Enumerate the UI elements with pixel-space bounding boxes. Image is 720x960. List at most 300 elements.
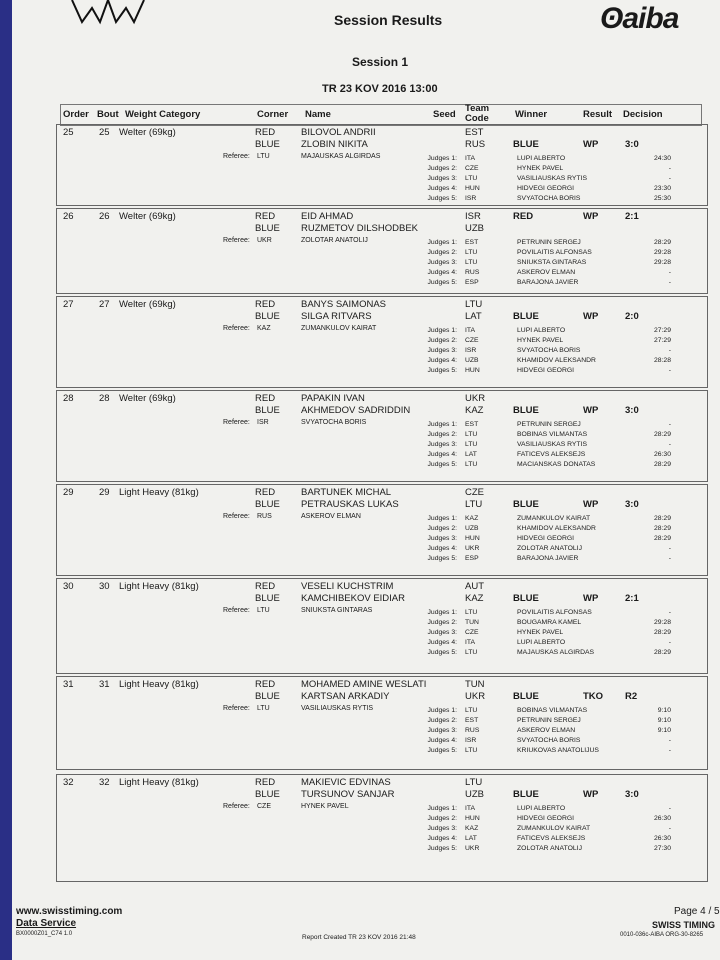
blue-team-code: KAZ xyxy=(465,405,484,416)
bout-number: 30 xyxy=(99,581,110,592)
judge-label: Judges 1: xyxy=(427,239,457,246)
session-label: Session 1 xyxy=(352,55,409,69)
bout-order: 26 xyxy=(63,211,74,222)
referee-label: Referee: xyxy=(223,803,250,810)
judge-label: Judges 5: xyxy=(427,279,457,286)
corner-blue: BLUE xyxy=(255,593,280,604)
judge-score: 28:28 xyxy=(653,357,671,364)
judge-country: LTU xyxy=(465,175,478,182)
bout-order: 32 xyxy=(63,777,74,788)
judge-country: KAZ xyxy=(465,515,479,522)
judge-score: 28:29 xyxy=(653,629,671,636)
judge-score: - xyxy=(668,269,671,276)
bout-order: 29 xyxy=(63,487,74,498)
judge-country: EST xyxy=(465,239,479,246)
judge-label: Judges 5: xyxy=(427,367,457,374)
judge-label: Judges 2: xyxy=(427,337,457,344)
blue-boxer-name: ZLOBIN NIKITA xyxy=(301,139,368,150)
footer-code-left: BX0000Z01_C74 1.0 xyxy=(16,931,73,937)
bout-order: 28 xyxy=(63,393,74,404)
decision: 2:1 xyxy=(625,593,639,604)
judge-name: FATICEVS ALEKSEJS xyxy=(517,451,586,458)
col-order: Order xyxy=(63,109,89,120)
judge-country: CZE xyxy=(465,337,479,344)
aiba-logo-text: aiba xyxy=(622,2,679,35)
weight-category: Welter (69kg) xyxy=(119,299,176,310)
footer-page: Page 4 / 5 xyxy=(674,906,720,917)
judge-label: Judges 5: xyxy=(427,649,457,656)
judge-country: LTU xyxy=(465,747,478,754)
judge-country: ITA xyxy=(465,155,476,162)
judge-country: LAT xyxy=(465,451,477,458)
judge-label: Judges 4: xyxy=(427,269,457,276)
bout-block xyxy=(56,390,708,482)
referee-label: Referee: xyxy=(223,607,250,614)
judge-label: Judges 3: xyxy=(427,259,457,266)
red-team-code: AUT xyxy=(465,581,484,592)
judge-name: SVYATOCHA BORIS xyxy=(517,347,581,354)
judge-label: Judges 3: xyxy=(427,535,457,542)
judge-score: 27:30 xyxy=(653,845,671,852)
judge-country: CZE xyxy=(465,629,479,636)
blue-team-code: KAZ xyxy=(465,593,484,604)
blue-boxer-name: RUZMETOV DILSHODBEK xyxy=(301,223,419,234)
judge-name: MAJAUSKAS ALGIRDAS xyxy=(517,649,595,656)
corner-red: RED xyxy=(255,211,276,222)
judge-score: 28:29 xyxy=(653,431,671,438)
winner: BLUE xyxy=(513,405,539,416)
corner-blue: BLUE xyxy=(255,691,280,702)
judge-score: - xyxy=(668,175,671,182)
judge-score: 26:30 xyxy=(653,835,671,842)
aiba-logo-mark-icon: ʘ xyxy=(600,2,623,35)
result: TKO xyxy=(583,691,604,702)
judge-label: Judges 2: xyxy=(427,431,457,438)
red-team-code: UKR xyxy=(465,393,486,404)
judge-label: Judges 1: xyxy=(427,327,457,334)
judge-score: - xyxy=(668,555,671,562)
judge-country: LTU xyxy=(465,249,478,256)
judge-name: LUPI ALBERTO xyxy=(517,805,566,812)
judge-label: Judges 4: xyxy=(427,835,457,842)
judge-score: 9:10 xyxy=(657,717,671,724)
corner-red: RED xyxy=(255,679,276,690)
judge-name: SVYATOCHA BORIS xyxy=(517,195,581,202)
winner: RED xyxy=(513,211,534,222)
bout-block xyxy=(56,578,708,674)
judge-country: TUN xyxy=(465,619,479,626)
judge-label: Judges 5: xyxy=(427,195,457,202)
judge-name: PETRUNIN SERGEJ xyxy=(517,717,581,724)
referee-name: ASKEROV ELMAN xyxy=(301,513,361,520)
bout-block xyxy=(56,484,708,576)
winner: BLUE xyxy=(513,139,539,150)
red-boxer-name: PAPAKIN IVAN xyxy=(301,393,365,404)
judge-country: ISR xyxy=(465,737,477,744)
judge-name: ZUMANKULOV KAIRAT xyxy=(517,515,591,522)
judge-name: VASILIAUSKAS RYTIS xyxy=(517,175,588,182)
judge-country: LTU xyxy=(465,431,478,438)
judge-label: Judges 1: xyxy=(427,155,457,162)
judge-country: ESP xyxy=(465,555,479,562)
judge-score: 29:28 xyxy=(653,619,671,626)
judge-score: - xyxy=(668,441,671,448)
referee-country: LTU xyxy=(257,607,270,614)
blue-team-code: LTU xyxy=(465,499,483,510)
judge-country: CZE xyxy=(465,165,479,172)
referee-country: ISR xyxy=(257,419,269,426)
judge-label: Judges 4: xyxy=(427,451,457,458)
referee-label: Referee: xyxy=(223,237,250,244)
col-seed: Seed xyxy=(433,109,456,120)
corner-red: RED xyxy=(255,487,276,498)
judge-score: 28:29 xyxy=(653,525,671,532)
judge-label: Judges 3: xyxy=(427,441,457,448)
judge-label: Judges 3: xyxy=(427,175,457,182)
blue-boxer-name: SILGA RITVARS xyxy=(301,311,372,322)
judge-score: - xyxy=(668,165,671,172)
result: WP xyxy=(583,139,599,150)
judge-score: 29:28 xyxy=(653,259,671,266)
referee-country: CZE xyxy=(257,803,271,810)
col-name: Name xyxy=(305,109,331,120)
judge-label: Judges 4: xyxy=(427,357,457,364)
judge-score: 25:30 xyxy=(653,195,671,202)
red-team-code: ISR xyxy=(465,211,481,222)
judge-label: Judges 2: xyxy=(427,249,457,256)
footer-brand: SWISS TIMING xyxy=(652,920,715,930)
judge-score: - xyxy=(668,639,671,646)
winner: BLUE xyxy=(513,789,539,800)
judge-country: ESP xyxy=(465,279,479,286)
footer-data-service: Data Service xyxy=(16,918,77,929)
corner-blue: BLUE xyxy=(255,223,280,234)
referee-country: RUS xyxy=(257,513,272,520)
footer-website: www.swisstiming.com xyxy=(16,906,123,917)
judge-name: PETRUNIN SERGEJ xyxy=(517,239,581,246)
judge-country: HUN xyxy=(465,535,480,542)
judge-label: Judges 5: xyxy=(427,845,457,852)
decision: 3:0 xyxy=(625,499,639,510)
judge-label: Judges 4: xyxy=(427,639,457,646)
judge-score: - xyxy=(668,825,671,832)
judge-label: Judges 2: xyxy=(427,815,457,822)
red-boxer-name: EID AHMAD xyxy=(301,211,354,222)
page-title: Session Results xyxy=(334,12,443,28)
decision: R2 xyxy=(625,691,638,702)
col-result: Result xyxy=(583,109,613,120)
blue-boxer-name: PETRAUSKAS LUKAS xyxy=(301,499,399,510)
judge-name: BARAJONA JAVIER xyxy=(517,555,579,562)
col-decision: Decision xyxy=(623,109,663,120)
referee-label: Referee: xyxy=(223,325,250,332)
blue-boxer-name: AKHMEDOV SADRIDDIN xyxy=(301,405,411,416)
red-boxer-name: BILOVOL ANDRII xyxy=(301,127,376,138)
corner-blue: BLUE xyxy=(255,139,280,150)
winner: BLUE xyxy=(513,593,539,604)
judge-score: 28:29 xyxy=(653,535,671,542)
judge-score: - xyxy=(668,421,671,428)
judge-name: HIDVEGI GEORGI xyxy=(517,185,575,192)
referee-name: HYNEK PAVEL xyxy=(301,803,349,810)
winner: BLUE xyxy=(513,311,539,322)
judge-name: ZOLOTAR ANATOLIJ xyxy=(517,845,582,852)
judge-name: KRIUKOVAS ANATOLIJUS xyxy=(517,747,599,754)
referee-country: LTU xyxy=(257,153,270,160)
judge-name: POVILAITIS ALFONSAS xyxy=(517,249,592,256)
corner-red: RED xyxy=(255,777,276,788)
bout-order: 31 xyxy=(63,679,74,690)
blue-boxer-name: TURSUNOV SANJAR xyxy=(301,789,395,800)
boxers-logo-icon xyxy=(68,0,148,30)
decision: 3:0 xyxy=(625,789,639,800)
judge-country: HUN xyxy=(465,367,480,374)
referee-label: Referee: xyxy=(223,705,250,712)
judge-name: BARAJONA JAVIER xyxy=(517,279,579,286)
referee-country: KAZ xyxy=(257,325,271,332)
judge-country: ISR xyxy=(465,195,477,202)
judge-name: HIDVEGI GEORGI xyxy=(517,367,575,374)
judge-score: 28:29 xyxy=(653,239,671,246)
bout-number: 28 xyxy=(99,393,110,404)
judge-name: KHAMIDOV ALEKSANDR xyxy=(517,525,596,532)
judge-label: Judges 2: xyxy=(427,165,457,172)
judge-label: Judges 5: xyxy=(427,555,457,562)
judge-name: ZUMANKULOV KAIRAT xyxy=(517,825,591,832)
weight-category: Light Heavy (81kg) xyxy=(119,679,199,690)
column-header-row xyxy=(60,104,702,126)
judge-country: LAT xyxy=(465,835,477,842)
referee-label: Referee: xyxy=(223,153,250,160)
judge-label: Judges 1: xyxy=(427,421,457,428)
judge-country: RUS xyxy=(465,269,480,276)
corner-blue: BLUE xyxy=(255,311,280,322)
result: WP xyxy=(583,499,599,510)
judge-country: RUS xyxy=(465,727,480,734)
judge-country: UZB xyxy=(465,357,479,364)
judge-score: 28:29 xyxy=(653,515,671,522)
bout-block xyxy=(56,296,708,388)
judge-score: 27:29 xyxy=(653,337,671,344)
judge-name: HYNEK PAVEL xyxy=(517,629,564,636)
result: WP xyxy=(583,311,599,322)
judge-country: LTU xyxy=(465,649,478,656)
bout-order: 25 xyxy=(63,127,74,138)
referee-name: ZUMANKULOV KAIRAT xyxy=(301,325,377,332)
bout-block xyxy=(56,774,708,882)
referee-label: Referee: xyxy=(223,513,250,520)
judge-score: 9:10 xyxy=(657,727,671,734)
judge-label: Judges 3: xyxy=(427,825,457,832)
corner-blue: BLUE xyxy=(255,789,280,800)
bout-number: 29 xyxy=(99,487,110,498)
winner: BLUE xyxy=(513,499,539,510)
judge-country: HUN xyxy=(465,185,480,192)
blue-boxer-name: KARTSAN ARKADIY xyxy=(301,691,390,702)
red-boxer-name: MAKIEVIC EDVINAS xyxy=(301,777,391,788)
referee-name: SVYATOCHA BORIS xyxy=(301,419,367,426)
weight-category: Light Heavy (81kg) xyxy=(119,777,199,788)
col-winner: Winner xyxy=(515,109,548,120)
judge-country: UKR xyxy=(465,845,480,852)
judge-name: SVYATOCHA BORIS xyxy=(517,737,581,744)
judge-name: ASKEROV ELMAN xyxy=(517,269,576,276)
corner-blue: BLUE xyxy=(255,499,280,510)
footer-code-right: 0010-036c-AIBA ORG-30-8265 xyxy=(620,932,704,938)
weight-category: Welter (69kg) xyxy=(119,393,176,404)
judge-country: UKR xyxy=(465,545,480,552)
col-team: Team xyxy=(465,103,490,114)
judge-label: Judges 2: xyxy=(427,525,457,532)
judge-name: LUPI ALBERTO xyxy=(517,327,566,334)
referee-name: SNIUKSTA GINTARAS xyxy=(301,607,373,614)
referee-name: ZOLOTAR ANATOLIJ xyxy=(301,237,368,244)
judge-country: EST xyxy=(465,421,479,428)
judge-label: Judges 2: xyxy=(427,619,457,626)
bout-block xyxy=(56,124,708,206)
red-team-code: LTU xyxy=(465,777,483,788)
judge-label: Judges 1: xyxy=(427,707,457,714)
red-boxer-name: BARTUNEK MICHAL xyxy=(301,487,392,498)
col-corner: Corner xyxy=(257,109,289,120)
result: WP xyxy=(583,405,599,416)
decision: 3:0 xyxy=(625,405,639,416)
judge-label: Judges 2: xyxy=(427,717,457,724)
judge-name: MACIANSKAS DONATAS xyxy=(517,461,596,468)
blue-team-code: UKR xyxy=(465,691,486,702)
judge-name: ASKEROV ELMAN xyxy=(517,727,576,734)
judge-label: Judges 4: xyxy=(427,545,457,552)
red-team-code: EST xyxy=(465,127,484,138)
decision: 2:0 xyxy=(625,311,639,322)
judge-score: - xyxy=(668,609,671,616)
red-boxer-name: VESELI KUCHSTRIM xyxy=(301,581,394,592)
judge-name: BOUGAMRA KAMEL xyxy=(517,619,582,626)
judge-name: ZOLOTAR ANATOLIJ xyxy=(517,545,582,552)
col-code: Code xyxy=(465,113,489,124)
judge-country: LTU xyxy=(465,461,478,468)
judge-name: HIDVEGI GEORGI xyxy=(517,535,575,542)
blue-team-code: LAT xyxy=(465,311,482,322)
col-weight: Weight Category xyxy=(125,109,201,120)
red-team-code: TUN xyxy=(465,679,485,690)
corner-blue: BLUE xyxy=(255,405,280,416)
judge-score: - xyxy=(668,737,671,744)
bout-order: 30 xyxy=(63,581,74,592)
judge-country: UZB xyxy=(465,525,479,532)
red-team-code: CZE xyxy=(465,487,484,498)
judge-score: - xyxy=(668,367,671,374)
result: WP xyxy=(583,789,599,800)
judge-name: HYNEK PAVEL xyxy=(517,165,564,172)
referee-name: VASILIAUSKAS RYTIS xyxy=(301,705,374,712)
red-team-code: LTU xyxy=(465,299,483,310)
judge-name: HIDVEGI GEORGI xyxy=(517,815,575,822)
judge-label: Judges 5: xyxy=(427,747,457,754)
judge-score: - xyxy=(668,805,671,812)
bout-number: 25 xyxy=(99,127,110,138)
judge-name: SNIUKSTA GINTARAS xyxy=(517,259,587,266)
weight-category: Welter (69kg) xyxy=(119,211,176,222)
referee-label: Referee: xyxy=(223,419,250,426)
judge-label: Judges 4: xyxy=(427,185,457,192)
judge-score: 26:30 xyxy=(653,451,671,458)
bout-block xyxy=(56,208,708,294)
judge-name: BOBINAS VILMANTAS xyxy=(517,431,588,438)
judge-name: PETRUNIN SERGEJ xyxy=(517,421,581,428)
results-sheet xyxy=(12,0,720,960)
corner-red: RED xyxy=(255,581,276,592)
judge-score: 28:29 xyxy=(653,461,671,468)
corner-red: RED xyxy=(255,127,276,138)
judge-score: 24:30 xyxy=(653,155,671,162)
judge-label: Judges 1: xyxy=(427,515,457,522)
judge-label: Judges 5: xyxy=(427,461,457,468)
judge-name: BOBINAS VILMANTAS xyxy=(517,707,588,714)
judge-score: 27:29 xyxy=(653,327,671,334)
judge-score: 23:30 xyxy=(653,185,671,192)
bout-block xyxy=(56,676,708,770)
referee-country: LTU xyxy=(257,705,270,712)
weight-category: Light Heavy (81kg) xyxy=(119,487,199,498)
judge-country: ITA xyxy=(465,639,476,646)
blue-boxer-name: KAMCHIBEKOV EIDIAR xyxy=(301,593,405,604)
decision: 3:0 xyxy=(625,139,639,150)
judge-score: - xyxy=(668,747,671,754)
col-bout: Bout xyxy=(97,109,119,120)
blue-team-code: UZB xyxy=(465,223,484,234)
judge-score: 26:30 xyxy=(653,815,671,822)
judge-country: LTU xyxy=(465,441,478,448)
judge-name: LUPI ALBERTO xyxy=(517,639,566,646)
bout-number: 32 xyxy=(99,777,110,788)
judge-label: Judges 3: xyxy=(427,347,457,354)
bout-order: 27 xyxy=(63,299,74,310)
judge-score: - xyxy=(668,545,671,552)
judge-name: VASILIAUSKAS RYTIS xyxy=(517,441,588,448)
judge-label: Judges 3: xyxy=(427,629,457,636)
referee-name: MAJAUSKAS ALGIRDAS xyxy=(301,153,381,160)
session-date: TR 23 KOV 2016 13:00 xyxy=(322,83,438,95)
judge-name: LUPI ALBERTO xyxy=(517,155,566,162)
judge-label: Judges 3: xyxy=(427,727,457,734)
judge-label: Judges 4: xyxy=(427,737,457,744)
corner-red: RED xyxy=(255,393,276,404)
referee-country: UKR xyxy=(257,237,272,244)
judge-name: KHAMIDOV ALEKSANDR xyxy=(517,357,596,364)
result: WP xyxy=(583,593,599,604)
judge-name: POVILAITIS ALFONSAS xyxy=(517,609,592,616)
red-boxer-name: BANYS SAIMONAS xyxy=(301,299,386,310)
judge-country: KAZ xyxy=(465,825,479,832)
bout-number: 26 xyxy=(99,211,110,222)
aiba-logo xyxy=(600,2,678,36)
judge-score: 28:29 xyxy=(653,649,671,656)
bout-number: 27 xyxy=(99,299,110,310)
judge-country: ISR xyxy=(465,347,477,354)
result: WP xyxy=(583,211,599,222)
footer-report-created: Report Created TR 23 KOV 2016 21:48 xyxy=(302,934,416,941)
corner-red: RED xyxy=(255,299,276,310)
judge-country: LTU xyxy=(465,259,478,266)
weight-category: Light Heavy (81kg) xyxy=(119,581,199,592)
judge-country: ITA xyxy=(465,805,476,812)
judge-label: Judges 1: xyxy=(427,805,457,812)
judge-score: - xyxy=(668,279,671,286)
winner: BLUE xyxy=(513,691,539,702)
decision: 2:1 xyxy=(625,211,639,222)
weight-category: Welter (69kg) xyxy=(119,127,176,138)
